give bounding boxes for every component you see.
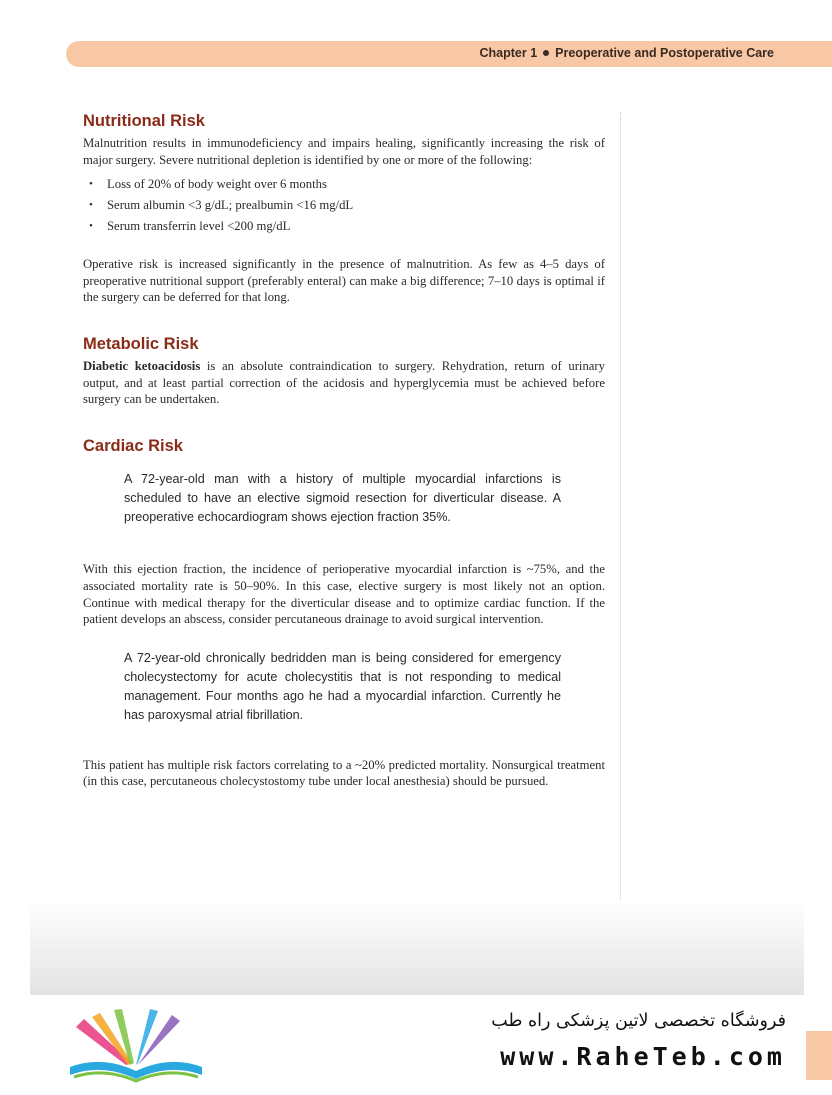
running-header (480, 46, 775, 60)
cardiac-risk-heading: Cardiac Risk (83, 436, 183, 455)
chapter-label: Chapter 1 (479, 46, 538, 60)
store-url[interactable]: www.RaheTeb.com (500, 1042, 786, 1071)
list-item: • Serum albumin <3 g/dL; prealbumin <16 mg/dL (107, 195, 605, 216)
list-item: • Loss of 20% of body weight over 6 months (107, 174, 605, 195)
metabolic-paragraph (83, 358, 605, 408)
store-footer (0, 995, 832, 1080)
column-divider (620, 112, 621, 992)
case-vignette-2: A 72-year-old chronically bedridden man is being considered for emergency cholecystectomy for acute cholecystitis that is not responding to medical management. Four months ago he had a myocardial infarction. Currently he has paroxysmal atrial fibrillation. (124, 650, 561, 723)
bullet-dot-icon (543, 50, 549, 56)
case-vignette-1: A 72-year-old man with a history of multiple myocardial infarctions is scheduled to have an elective sigmoid resection for diverticular disease. A preoperative echocardiogram shows ejection fraction 35%. (124, 471, 561, 525)
page-bottom-shadow (30, 900, 804, 995)
list-item: • Serum transferrin level <200 mg/dL (107, 216, 605, 237)
chapter-title: Preoperative and Postoperative Care (555, 46, 774, 60)
page-body (83, 112, 605, 790)
cardiac-paragraph-1: With this ejection fraction, the incidence of perioperative myocardial infarction is ~75%, and the associated mortality rate is 50–90%. In this case, elective surgery is most likely not an option. Continue with medical therapy for the diverticular disease and to optimize cardiac function. If the patient develops an abscess, consider percutaneous drainage to avoid surgical intervention. (83, 562, 605, 627)
nutritional-criteria-list (83, 174, 605, 237)
cardiac-paragraph-2: This patient has multiple risk factors correlating to a ~20% predicted mortality. Nonsurgical treatment (in this case, percutaneous cholecystostomy tube under local anesthesia) should be pursued. (83, 757, 605, 789)
nutritional-risk-heading: Nutritional Risk (83, 112, 205, 130)
metabolic-risk-heading: Metabolic Risk (83, 334, 199, 353)
nutritional-followup: Operative risk is increased significantly in the presence of malnutrition. As few as 4–5 days of preoperative nutritional support (preferably enteral) can make a big difference; 7–10 days is optimal if the surgery can be deferred for that long. (83, 257, 605, 305)
nutritional-intro: Malnutrition results in immunodeficiency and impairs healing, significantly increasing the risk of major surgery. Severe nutritional depletion is identified by one or more of the following: (83, 136, 605, 167)
page-edge-tab (806, 1031, 832, 1080)
store-name: فروشگاه تخصصی لاتین پزشکی راه طب (491, 1011, 786, 1031)
open-book-logo-icon (62, 1005, 212, 1095)
metabolic-text: is an absolute contraindication to surgery. Rehydration, return of urinary output, and at least partial correction of the acidosis and hyperglycemia must be achieved before surgery can be undertaken. (83, 358, 605, 407)
metabolic-term: Diabetic ketoacidosis (83, 358, 201, 373)
